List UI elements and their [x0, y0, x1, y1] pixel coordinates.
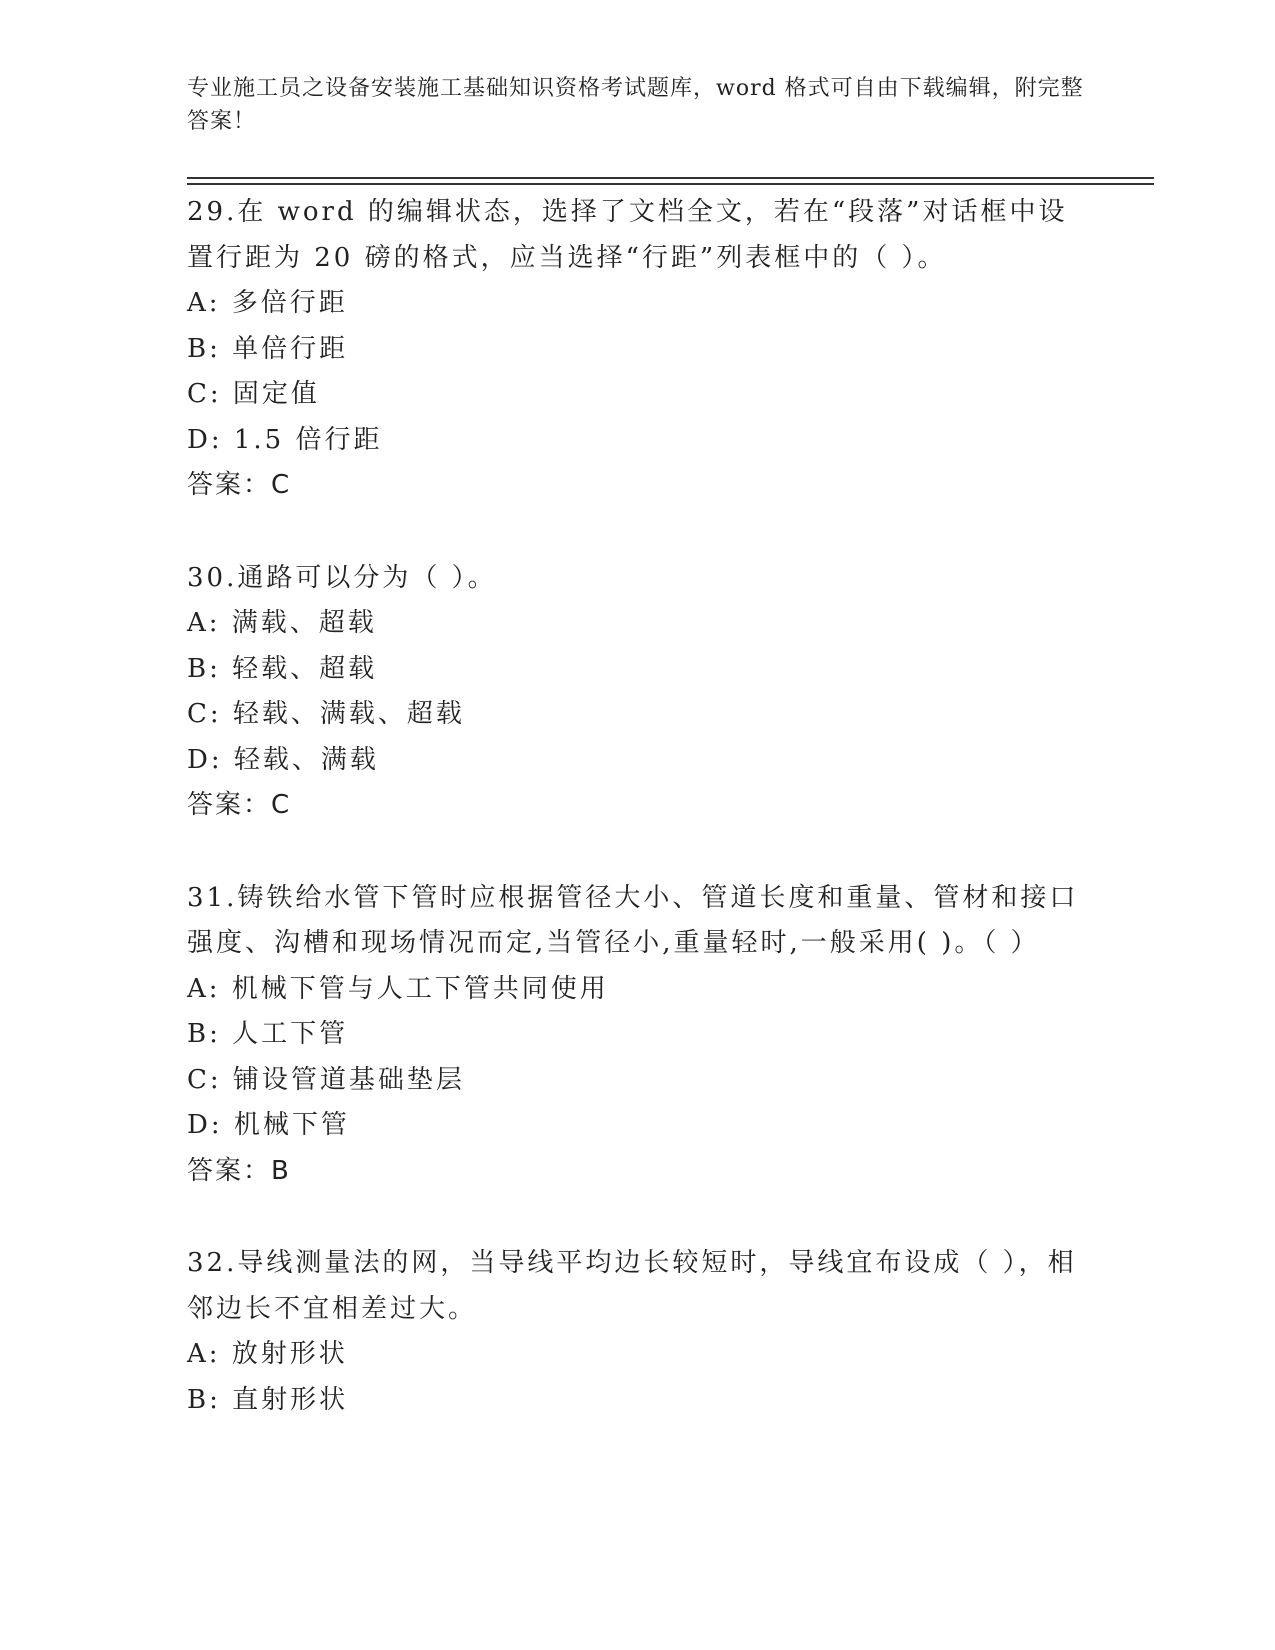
- answer: 答案：C: [187, 470, 292, 500]
- question-stem: 31.铸铁给水管下管时应根据管径大小、管道长度和重量、管材和接口强度、沟槽和现场情况而定,当管径小,重量轻时,一般采用( )。（ ）: [187, 882, 1079, 958]
- option-b: B: 直射形状: [187, 1384, 349, 1415]
- question-30: [187, 556, 1087, 829]
- option-a: A: 放射形状: [187, 1339, 348, 1369]
- option-a: A: 满载、超载: [187, 608, 377, 638]
- answer: 答案：C: [187, 790, 292, 820]
- header-divider-top: [187, 177, 1154, 179]
- option-b: B: 轻载、超载: [187, 653, 378, 684]
- option-c: C: 轻载、满载、超载: [187, 699, 465, 729]
- option-c: C: 铺设管道基础垫层: [187, 1064, 465, 1095]
- question-stem: 29.在 word 的编辑状态，选择了文档全文，若在“段落”对话框中设置行距为 20 磅的格式，应当选择“行距”列表框中的（ ）。: [187, 197, 1068, 273]
- option-b: B: 人工下管: [187, 1019, 349, 1049]
- option-d: D: 机械下管: [187, 1110, 350, 1140]
- document-header: 专业施工员之设备安装施工基础知识资格考试题库，word 格式可自由下载编辑，附完整答案！: [187, 76, 1084, 134]
- question-31: [187, 876, 1087, 1195]
- answer: 答案：B: [187, 1155, 291, 1186]
- question-stem: 30.通路可以分为（ ）。: [187, 562, 497, 593]
- option-a: A: 多倍行距: [187, 288, 348, 318]
- option-d: D: 1.5 倍行距: [187, 424, 383, 455]
- question-29: [187, 190, 1087, 509]
- option-a: A: 机械下管与人工下管共同使用: [187, 973, 609, 1004]
- question-stem: 32.导线测量法的网，当导线平均边长较短时，导线宜布设成（ ），相邻边长不宜相差过大。: [187, 1248, 1077, 1324]
- question-list: [187, 190, 1087, 1470]
- option-c: C: 固定值: [187, 379, 320, 409]
- question-32: [187, 1241, 1087, 1423]
- option-d: D: 轻载、满载: [187, 744, 379, 775]
- header-divider-bottom: [187, 183, 1154, 185]
- option-b: B: 单倍行距: [187, 333, 349, 364]
